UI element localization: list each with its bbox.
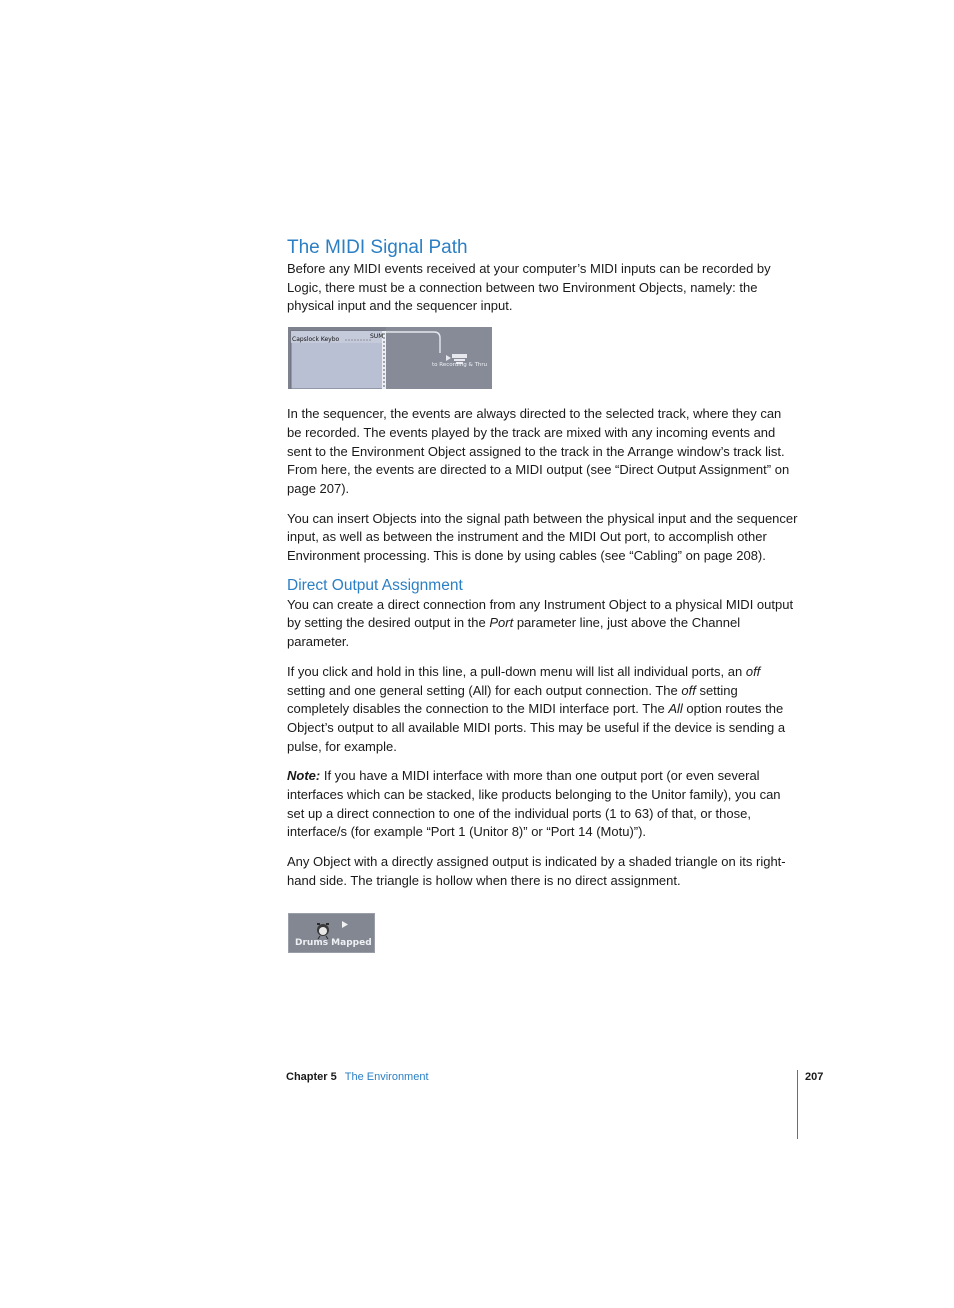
paragraph-pulldown-menu: If you click and hold in this line, a pull-down menu will list all individual ports, an off setting and one general setting (All) for each output connection. The off setting completely disables the connection to the MIDI interface port. The All option routes the Object’s output to all available MIDI ports. This may be useful if the device is sending a pulse, for example. [287,663,786,754]
drum-kit-icon [317,923,329,939]
footer-rule [797,1070,798,1139]
signal-path-figure [288,327,492,389]
subsection-title: Direct Output Assignment [287,576,463,594]
paragraph-direct-connection: You can create a direct connection from any Instrument Object to a physical MIDI output by setting the desired output in the Port parameter line, just above the Channel parameter. [287,596,794,650]
output-label: to Recording & Thru [432,362,488,369]
page-content [287,236,799,953]
paragraph-insert-objects: You can insert Objects into the signal path between the physical input and the sequencer input, as well as between the instrument and the MIDI Out port, to accomplish other Environment processing. This is done by using cables (see “Cabling” on page 208). [287,510,798,564]
drums-mapped-figure [288,913,375,953]
chapter-title: The Environment [344,1071,429,1083]
paragraph-triangle: Any Object with a directly assigned output is indicated by a shaded triangle on its right-hand side. The triangle is hollow when there is no direct assignment. [287,854,786,888]
section-title: The MIDI Signal Path [287,237,468,258]
footer-chapter [286,1071,429,1083]
instrument-label: Drums Mapped [295,937,372,948]
intro-paragraph: Before any MIDI events received at your computer’s MIDI inputs can be recorded by Logic, there must be a connection between two Environment Objects, namely: the physical input and the sequencer input. [287,261,771,314]
note-label: Note: [287,768,321,784]
note-paragraph: Note: If you have a MIDI interface with more than one output port (or even several interfaces which can be stacked, like products belonging to the Unitor family), you can set up a direct connection to one of the individual ports (1 to 63) of that, or those, interface/s (for example “Port 1 (Unitor 8)” or “Port 14 (Motu)”). [287,768,781,840]
paragraph-sequencer: In the sequencer, the events are always directed to the selected track, where they can be recorded. The events played by the track are mixed with any incoming events and sent to the Environment Object assigned to the track in the Arrange window’s track list. From here, the events are directed to a MIDI output (see “Direct Output Assignment” on page 207). [287,406,790,496]
chapter-number: Chapter 5 [286,1071,337,1083]
output-assigned-triangle-icon [342,921,348,928]
page-number: 207 [805,1071,824,1083]
sum-label: SUM [370,333,384,341]
input-object-label: Capslock Keybo [292,336,340,344]
